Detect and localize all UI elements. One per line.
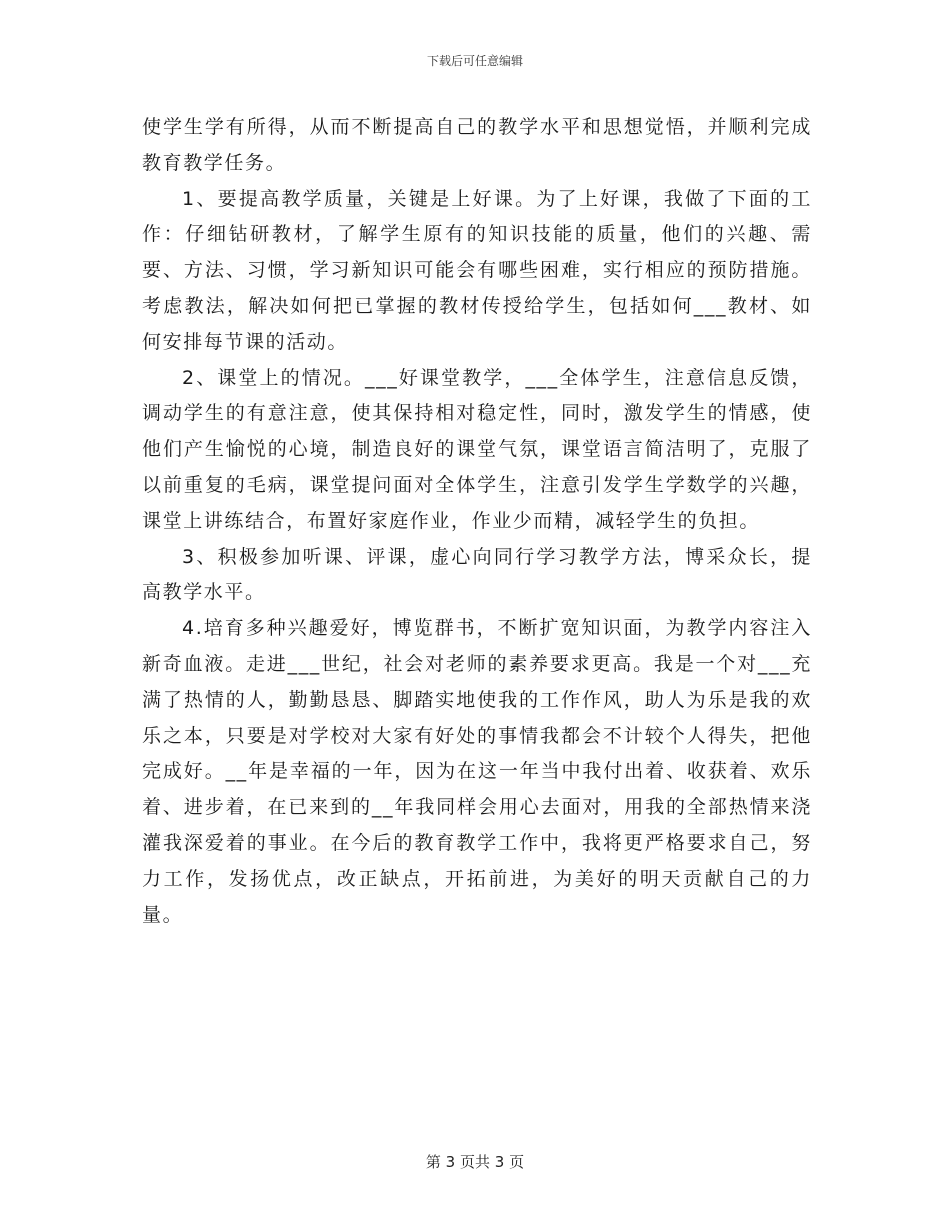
page-number-footer: 第 3 页共 3 页 — [425, 1153, 525, 1171]
page-header: 下载后可任意编辑 — [426, 54, 523, 68]
paragraph-item-1: 1、要提高教学质量，关键是上好课。为了上好课，我做了下面的工作：仔细钻研教材，了解学生原有的知识技能的质量，他们的兴趣、需要、方法、习惯，学习新知识可能会有哪些困难，实行相应的预防措施。考虑教法，解决如何把已掌握的教材传授给学生，包括如何___教材、如何安排每节课的活动。 — [142, 187, 812, 353]
paragraph-item-4: 4.培育多种兴趣爱好，博览群书，不断扩宽知识面，为教学内容注入新奇血液。走进___世纪，社会对老师的素养要求更高。我是一个对___充满了热情的人，勤勤恳恳、脚踏实地使我的工作作风，助人为乐是我的欢乐之本，只要是对学校对大家有好处的事情我都会不计较个人得失，把他完成好。__年是幸福的一年，因为在这一年当中我付出着、收获着、欢乐着、进步着，在已来到的__年我同样会用心去面对，用我的全部热情来浇灌我深爱着的事业。在今后的教育教学工作中，我将更严格要求自己，努力工作，发扬优点，改正缺点，开拓前进，为美好的明天贡献自己的力量。 — [142, 617, 812, 926]
paragraph-continuation: 使学生学有所得，从而不断提高自己的教学水平和思想觉悟，并顺利完成教育教学任务。 — [142, 116, 812, 174]
document-body — [142, 110, 812, 933]
paragraph-item-3: 3、积极参加听课、评课，虚心向同行学习教学方法，博采众长，提高教学水平。 — [142, 545, 812, 604]
paragraph-item-2: 2、课堂上的情况。___好课堂教学，___全体学生，注意信息反馈，调动学生的有意注意，使其保持相对稳定性，同时，激发学生的情感，使他们产生愉悦的心境，制造良好的课堂气氛，课堂语言简洁明了，克服了以前重复的毛病，课堂提问面对全体学生，注意引发学生学数学的兴趣，课堂上讲练结合，布置好家庭作业，作业少而精，减轻学生的负担。 — [142, 366, 812, 532]
